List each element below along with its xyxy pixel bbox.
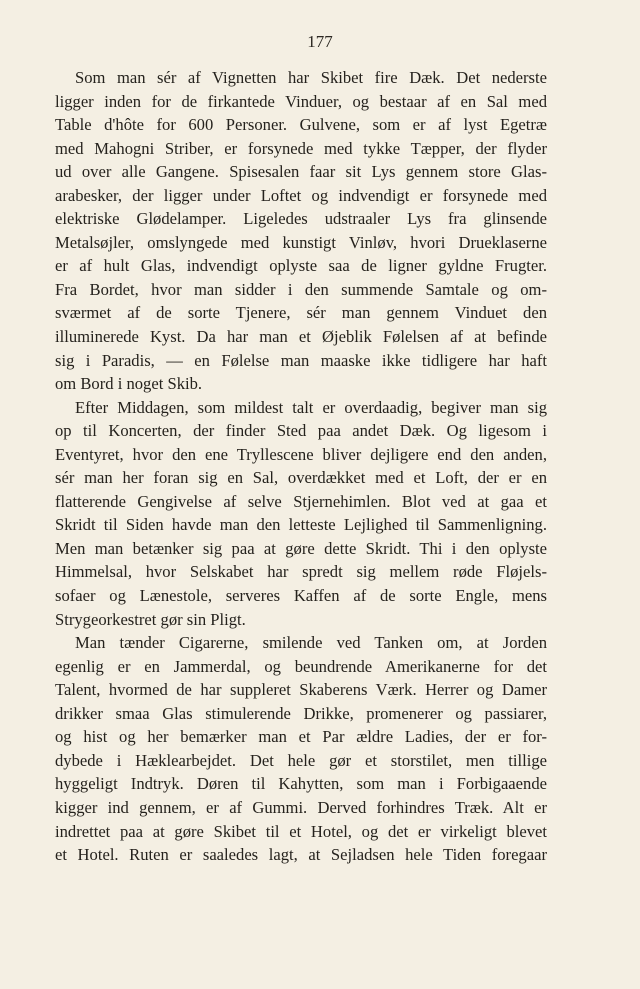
text-line: Eventyret, hvor den ene Tryllescene bliver dejligere end den anden, bbox=[55, 444, 547, 464]
text-line: elektriske Glødelamper. Ligeledes udstraaler Lys fra glinsende bbox=[55, 209, 547, 229]
text-line: egenlig er en Jammerdal, og beundrende Amerikanerne for det bbox=[55, 656, 547, 676]
text-line: drikker smaa Glas stimulerende Drikke, promenerer og passiarer, bbox=[55, 703, 547, 723]
text-line: flatterende Gengivelse af selve Stjernehimlen. Blot ved at gaa et bbox=[55, 491, 547, 511]
text-line: sværmet af de sorte Tjenere, sér man gennem Vinduet den bbox=[55, 303, 547, 323]
text-line: arabesker, der ligger under Loftet og indvendigt er forsynede med bbox=[55, 185, 547, 205]
text-line: Fra Bordet, hvor man sidder i den summende Samtale og om- bbox=[55, 279, 547, 299]
text-line: Talent, hvormed de har suppleret Skaberens Værk. Herrer og Damer bbox=[55, 680, 547, 700]
text-line: kigger ind gennem, er af Gummi. Derved forhindres Træk. Alt er bbox=[55, 797, 547, 817]
text-line: dybede i Hæklearbejdet. Det hele gør et storstilet, men tillige bbox=[55, 750, 547, 770]
text-line: og hist og her bemærker man et Par ældre Ladies, der er for- bbox=[55, 727, 547, 747]
text-line: sig i Paradis, — en Følelse man maaske ikke tidligere har haft bbox=[55, 350, 547, 370]
text-line: Table d'hôte for 600 Personer. Gulvene, som er af lyst Egetræ bbox=[55, 115, 547, 135]
text-line: op til Koncerten, der finder Sted paa andet Dæk. Og ligesom i bbox=[55, 421, 547, 441]
text-line: Som man sér af Vignetten har Skibet fire Dæk. Det nederste bbox=[75, 68, 547, 87]
text-line: med Mahogni Striber, er forsynede med tykke Tæpper, der flyder bbox=[55, 138, 547, 158]
page-number: 177 bbox=[307, 32, 333, 51]
text-line: hyggeligt Indtryk. Døren til Kahytten, som man i Forbigaaende bbox=[55, 774, 547, 794]
text-line: sér man her foran sig en Sal, overdækket med et Loft, der er en bbox=[55, 468, 547, 488]
text-line: Metalsøjler, omslyngede med kunstigt Vinløv, hvori Drueklaserne bbox=[55, 232, 547, 252]
text-line: Strygeorkestret gør sin Pligt. bbox=[55, 609, 246, 629]
text-line: sofaer og Lænestole, serveres Kaffen af de sorte Engle, mens bbox=[55, 586, 547, 606]
text-line: om Bord i noget Skib. bbox=[55, 374, 203, 394]
text-line: ligger inden for de firkantede Vinduer, og bestaar af en Sal med bbox=[55, 91, 547, 111]
text-line: Efter Middagen, som mildest talt er overdaadig, begiver man sig bbox=[75, 397, 547, 417]
text-line: Himmelsal, hvor Selskabet har spredt sig mellem røde Fløjels- bbox=[55, 562, 547, 582]
text-line: et Hotel. Ruten er saaledes lagt, at Sejladsen hele Tiden foregaar bbox=[55, 845, 547, 865]
text-line: indrettet paa at gøre Skibet til et Hotel, og det er virkeligt blevet bbox=[55, 821, 547, 841]
text-line: er af hult Glas, indvendigt oplyste saa de ligner gyldne Frugter. bbox=[55, 256, 547, 276]
text-line: Man tænder Cigarerne, smilende ved Tanken om, at Jorden bbox=[75, 633, 547, 653]
text-line: illuminerede Kyst. Da har man et Øjeblik Følelsen af at befinde bbox=[55, 327, 547, 347]
text-line: Men man betænker sig paa at gøre dette Skridt. Thi i den oplyste bbox=[55, 538, 547, 558]
text-line: ud over alle Gangene. Spisesalen faar sit Lys gennem store Glas- bbox=[55, 162, 547, 182]
body-text bbox=[55, 66, 547, 867]
text-line: Skridt til Siden havde man den letteste Lejlighed til Sammenligning. bbox=[55, 515, 547, 535]
